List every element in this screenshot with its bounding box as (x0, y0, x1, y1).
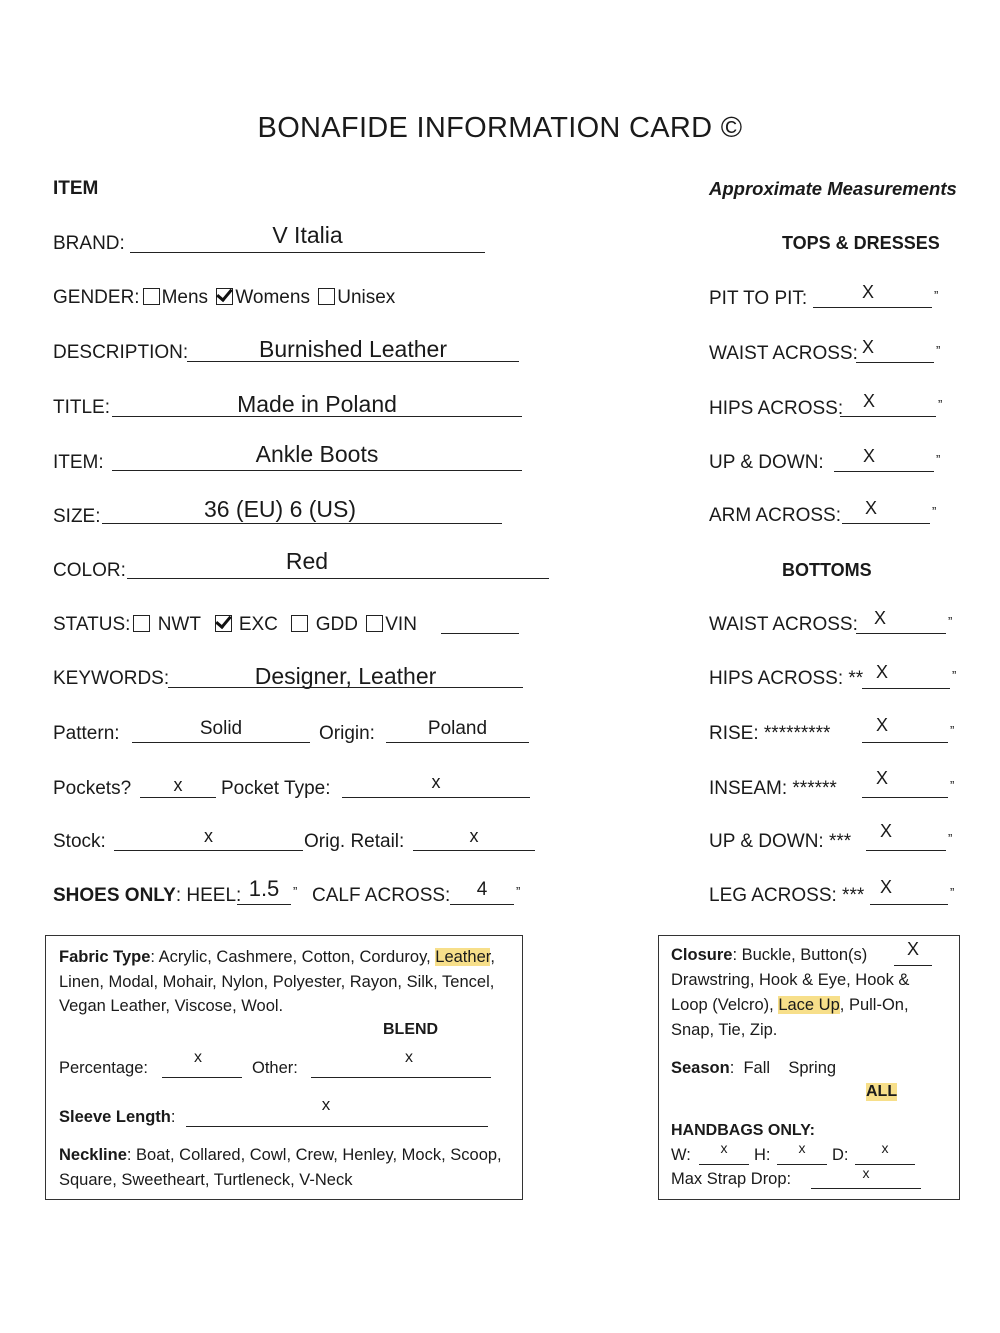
bottoms-updown-value[interactable]: X (879, 821, 892, 841)
status-nwt-checkbox[interactable] (133, 615, 150, 632)
sleeve-label: Sleeve Length (59, 1108, 171, 1126)
bottoms-updown-line (866, 850, 946, 851)
bottoms-leg-line (870, 904, 948, 905)
gender-mens-checkbox[interactable] (143, 288, 160, 305)
bottoms-leg-label: LEG ACROSS: *** (709, 885, 865, 906)
tops-pit-line (813, 307, 932, 308)
tops-updown-line (834, 471, 934, 472)
heel-inch-mark: ” (293, 884, 298, 899)
item-heading: ITEM (53, 178, 99, 199)
tops-arm-label: ARM ACROSS: (709, 505, 841, 526)
bottoms-hips-label: HIPS ACROSS: ** (709, 668, 864, 689)
orig-retail-line (413, 850, 535, 851)
status-other-line (441, 633, 519, 634)
strap-value[interactable]: x (862, 1165, 870, 1181)
closure-value[interactable]: X (906, 939, 919, 959)
sleeve-value[interactable]: x (321, 1095, 331, 1114)
brand-label: BRAND: (53, 233, 125, 254)
neckline-text (59, 1143, 511, 1192)
bottoms-rise-inch: ” (950, 723, 955, 738)
bottoms-updown-label: UP & DOWN: *** (709, 831, 852, 852)
tops-arm-inch: ” (932, 504, 937, 519)
d-label: D: (832, 1146, 849, 1164)
fabric-type-label: Fabric Type (59, 948, 151, 966)
item-label: ITEM: (53, 452, 104, 473)
bottoms-waist-value[interactable]: X (873, 608, 886, 628)
tops-updown-inch: ” (936, 452, 941, 467)
bottoms-rise-line (862, 742, 948, 743)
bottoms-inseam-value[interactable]: X (875, 768, 888, 788)
status-gdd-checkbox[interactable] (291, 615, 308, 632)
strap-line (811, 1188, 921, 1189)
gender-unisex-checkbox[interactable] (318, 288, 335, 305)
tops-arm-value[interactable]: X (864, 498, 877, 518)
status-vin-checkbox[interactable] (366, 615, 383, 632)
title-label: TITLE: (53, 397, 111, 418)
tops-pit-label: PIT TO PIT: (709, 288, 808, 309)
gender-unisex-label: Unisex (337, 287, 396, 308)
closure-line3-pre: Loop (Velcro), (671, 996, 779, 1014)
pockets-value[interactable]: x (173, 775, 183, 795)
color-value[interactable]: Red (285, 548, 329, 574)
sleeve-line (186, 1126, 488, 1127)
bottoms-inseam-line (862, 797, 948, 798)
gender-womens-label: Womens (235, 287, 310, 308)
keywords-label: KEYWORDS: (53, 668, 170, 689)
w-value[interactable]: x (720, 1140, 728, 1156)
neckline-label: Neckline (59, 1146, 127, 1164)
season-value[interactable]: ALL (866, 1083, 898, 1100)
status-nwt-label: NWT (157, 614, 201, 635)
origin-line (386, 742, 529, 743)
bottoms-updown-inch: ” (948, 831, 953, 846)
pocket-type-label: Pocket Type: (221, 778, 331, 799)
orig-retail-label: Orig. Retail: (304, 831, 405, 852)
closure-line2: Drawstring, Hook & Eye, Hook & (671, 971, 910, 989)
pattern-label: Pattern: (53, 723, 120, 744)
h-label: H: (754, 1146, 771, 1164)
gender-womens-checkbox[interactable] (216, 288, 233, 305)
closure-line (894, 965, 932, 966)
tops-arm-line (842, 523, 930, 524)
bottoms-hips-line (862, 688, 950, 689)
brand-value[interactable]: V Italia (272, 222, 343, 248)
handbags-heading: HANDBAGS ONLY: (671, 1122, 816, 1139)
tops-hips-label: HIPS ACROSS: (709, 398, 844, 419)
pockets-label: Pockets? (53, 778, 132, 799)
status-exc-checkbox[interactable] (215, 615, 232, 632)
heel-value[interactable]: 1.5 (248, 876, 280, 901)
pattern-line (132, 742, 310, 743)
status-row (53, 614, 417, 636)
calf-line (450, 904, 514, 905)
gender-row (53, 287, 395, 309)
season-options: : Fall Spring (729, 1059, 837, 1077)
bottoms-rise-label: RISE: ********* (709, 723, 831, 744)
fabric-type-pre: : Acrylic, Cashmere, Cotton, Corduroy, (150, 948, 431, 966)
tops-hips-inch: ” (938, 397, 943, 412)
size-label: SIZE: (53, 506, 101, 527)
size-line (102, 523, 502, 524)
pocket-type-value[interactable]: x (431, 772, 441, 792)
sleeve-row (59, 1108, 175, 1127)
other-value[interactable]: x (405, 1049, 413, 1066)
bottoms-inseam-label: INSEAM: ****** (709, 778, 837, 799)
color-line (127, 578, 549, 579)
status-exc-label: EXC (238, 614, 278, 635)
heel-label: : HEEL: (175, 885, 242, 906)
tops-hips-value[interactable]: X (862, 391, 875, 411)
heel-line (237, 904, 291, 905)
closure-line4: Snap, Tie, Zip. (671, 1021, 778, 1039)
closure-line1 (671, 946, 867, 965)
neckline-options: : Boat, Collared, Cowl, Crew, Henley, Mock, Scoop, Square, Sweetheart, Turtleneck, V-Neck (59, 1146, 502, 1189)
measurements-heading: Approximate Measurements (709, 178, 957, 199)
tops-updown-value[interactable]: X (862, 446, 875, 466)
bottoms-waist-line (856, 633, 946, 634)
item-value[interactable]: Ankle Boots (255, 441, 379, 467)
title-value[interactable]: Made in Poland (237, 391, 397, 417)
season-row (671, 1059, 836, 1078)
percentage-value[interactable]: x (194, 1049, 202, 1066)
calf-inch-mark: ” (516, 884, 521, 899)
status-vin-label: VIN (385, 614, 417, 635)
bottoms-leg-value[interactable]: X (879, 877, 892, 897)
calf-value[interactable]: 4 (476, 879, 488, 900)
other-line (311, 1077, 491, 1078)
closure-highlight-lace-up: Lace Up (778, 996, 840, 1014)
other-label: Other: (252, 1059, 298, 1077)
fabric-highlight-leather: Leather (435, 948, 491, 966)
gender-mens-label: Mens (161, 287, 209, 308)
calf-label: CALF ACROSS: (312, 885, 451, 906)
origin-label: Origin: (319, 723, 375, 744)
strap-label: Max Strap Drop: (671, 1170, 792, 1188)
season-label: Season (671, 1059, 730, 1077)
bottoms-inseam-inch: ” (950, 778, 955, 793)
pocket-type-line (342, 797, 530, 798)
orig-retail-value[interactable]: x (469, 826, 479, 846)
blend-label: BLEND (383, 1021, 439, 1038)
closure-label: Closure (671, 946, 733, 964)
sleeve-colon: : (170, 1108, 176, 1126)
tops-pit-inch: ” (934, 288, 939, 303)
bottoms-hips-value[interactable]: X (875, 662, 888, 682)
tops-waist-inch: ” (936, 343, 941, 358)
tops-waist-value[interactable]: X (861, 337, 874, 357)
percentage-label: Percentage: (59, 1059, 148, 1077)
closure-pre: : Buckle, Button(s) (732, 946, 868, 964)
w-line (699, 1164, 749, 1165)
keywords-value[interactable]: Designer, Leather (254, 663, 437, 689)
item-line (112, 470, 522, 471)
d-value[interactable]: x (881, 1140, 889, 1156)
stock-label: Stock: (53, 831, 106, 852)
tops-heading: TOPS & DRESSES (782, 233, 940, 253)
bottoms-hips-inch: ” (952, 668, 957, 683)
status-gdd-label: GDD (315, 614, 358, 635)
stock-value[interactable]: x (204, 826, 213, 846)
stock-line (114, 850, 303, 851)
bottoms-leg-inch: ” (950, 885, 955, 900)
origin-value[interactable]: Poland (427, 718, 488, 739)
tops-pit-value[interactable]: X (861, 282, 874, 302)
color-label: COLOR: (53, 560, 126, 581)
tops-waist-label: WAIST ACROSS: (709, 343, 858, 364)
shoes-only-label: SHOES ONLY (53, 885, 176, 906)
tops-updown-label: UP & DOWN: (709, 452, 824, 473)
bottoms-heading: BOTTOMS (782, 560, 872, 580)
closure-line3-post: , Pull-On, (839, 996, 909, 1014)
h-value[interactable]: x (798, 1140, 806, 1156)
bottoms-rise-value[interactable]: X (875, 715, 888, 735)
pattern-value[interactable]: Solid (199, 718, 243, 739)
fabric-type-post: , Linen, Modal, Mohair, Nylon, Polyester, Rayon, Silk, Tencel, Vegan Leather, Viscose, Wool. (59, 948, 495, 1015)
closure-line3 (671, 996, 909, 1015)
size-value[interactable]: 36 (EU) 6 (US) (203, 496, 357, 522)
brand-line (130, 252, 485, 253)
tops-hips-line (840, 416, 936, 417)
w-label: W: (671, 1146, 691, 1164)
fabric-type-text (59, 945, 509, 1019)
description-label: DESCRIPTION: (53, 342, 189, 363)
card-title: BONAFIDE INFORMATION CARD © (257, 112, 743, 144)
gender-label: GENDER: (53, 287, 140, 308)
percentage-line (162, 1077, 242, 1078)
pockets-line (140, 797, 216, 798)
description-value[interactable]: Burnished Leather (259, 336, 447, 362)
bottoms-waist-inch: ” (948, 614, 953, 629)
shoes-only-row (53, 885, 241, 907)
tops-waist-line (856, 362, 934, 363)
bottoms-waist-label: WAIST ACROSS: (709, 614, 858, 635)
status-label: STATUS: (53, 614, 131, 635)
